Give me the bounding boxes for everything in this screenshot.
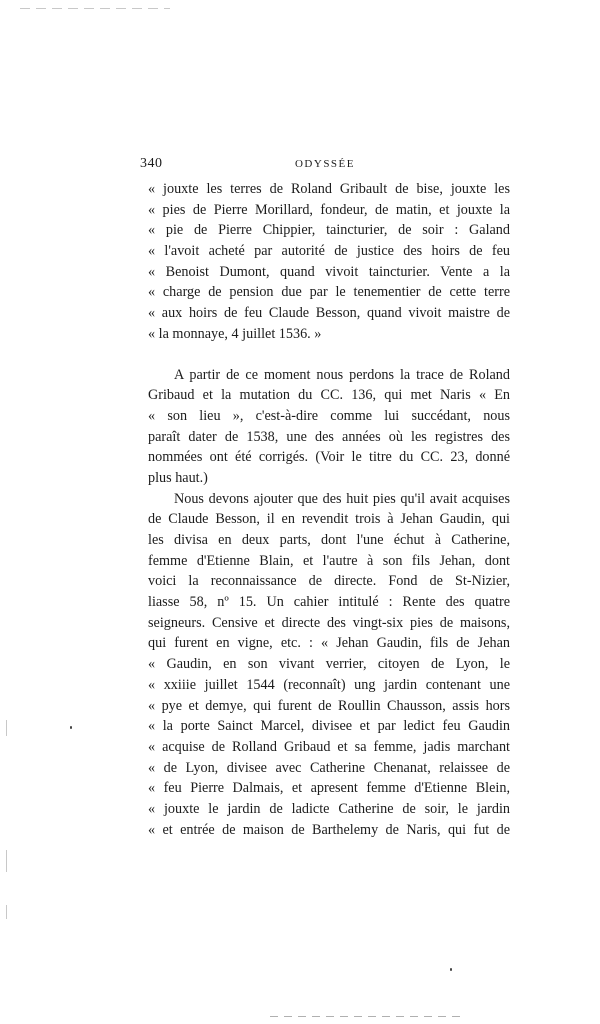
body-text xyxy=(148,179,510,840)
text-line: « pie de Pierre Chippier, taincturier, de soir : Galand xyxy=(148,222,510,239)
quoted-passage xyxy=(148,179,510,345)
text-line: « Benoist Dumont, quand vivoit taincturier. Vente a la xyxy=(148,263,510,280)
text-line: « l'avoit acheté par autorité de justice des hoirs de feu xyxy=(148,243,510,260)
text-line: « la porte Sainct Marcel, divisee et par ledict feu Gaudin xyxy=(148,718,510,735)
text-line: Nous devons ajouter que des huit pies qu'il avait acquises xyxy=(174,490,510,507)
text-line: femme d'Etienne Blain, et l'autre à son fils Jehan, dont xyxy=(148,552,510,569)
text-line: de Claude Besson, il en revendit trois à Jehan Gaudin, qui xyxy=(148,511,510,528)
scan-left-mark xyxy=(6,905,7,919)
scan-left-mark xyxy=(6,720,7,736)
scan-left-mark xyxy=(6,850,7,872)
text-line: « pies de Pierre Morillard, fondeur, de matin, et jouxte la xyxy=(148,201,510,218)
text-line: « la monnaye, 4 juillet 1536. » xyxy=(148,325,322,342)
text-line: « aux hoirs de feu Claude Besson, quand vivoit maistre de xyxy=(148,305,510,322)
text-line: « Gaudin, en son vivant verrier, citoyen de Lyon, le xyxy=(148,656,510,673)
text-line: liasse 58, nº 15. Un cahier intitulé : Rente des quatre xyxy=(148,594,510,611)
text-line: paraît dater de 1538, une des années où les registres des xyxy=(148,428,510,445)
text-line: « de Lyon, divisee avec Catherine Chenanat, relaissee de xyxy=(148,759,510,776)
text-line: « jouxte les terres de Roland Gribault de bise, jouxte les xyxy=(148,181,510,197)
text-line: « jouxte le jardin de ladicte Catherine de soir, le jardin xyxy=(148,800,510,817)
text-line: « xxiiie juillet 1544 (reconnaît) ung jardin contenant une xyxy=(148,676,510,693)
paragraph xyxy=(148,365,510,489)
page-header xyxy=(140,156,510,176)
text-line: les divisa en deux parts, dont l'une échut à Catherine, xyxy=(148,532,510,548)
text-line: « et entrée de maison de Barthelemy de Naris, qui fut de xyxy=(148,821,510,838)
page-number: 340 xyxy=(140,156,163,171)
scan-top-edge xyxy=(20,8,170,9)
text-line: Gribaud et la mutation du CC. 136, qui met Naris « En xyxy=(148,387,510,404)
speck xyxy=(70,726,72,729)
text-line: A partir de ce moment nous perdons la trace de Roland xyxy=(174,366,510,383)
text-line: seigneurs. Censive et directe des vingt-six pies de maisons, xyxy=(148,614,510,631)
running-title: ODYSSÉE xyxy=(294,158,355,170)
text-line: nommées ont été corrigés. (Voir le titre du CC. 23, donné xyxy=(148,449,510,466)
text-line: « son lieu », c'est-à-dire comme lui succédant, nous xyxy=(148,407,510,424)
text-line: plus haut.) xyxy=(148,469,208,486)
scan-bottom-edge xyxy=(270,1016,460,1017)
text-line: « charge de pension due par le tenementier de cette terre xyxy=(148,284,510,301)
paragraph xyxy=(148,489,510,841)
text-line: « acquise de Rolland Gribaud et sa femme, jadis marchant xyxy=(148,738,510,755)
text-line: voici la reconnaissance de directe. Fond de St-Nizier, xyxy=(148,573,510,590)
speck xyxy=(450,968,452,971)
text-line: « feu Pierre Dalmais, et apresent femme d'Etienne Blein, xyxy=(148,780,510,797)
text-line: qui furent en vigne, etc. : « Jehan Gaudin, fils de Jehan xyxy=(148,635,510,652)
text-line: « pye et demye, qui furent de Roullin Chausson, assis hors xyxy=(148,697,510,714)
